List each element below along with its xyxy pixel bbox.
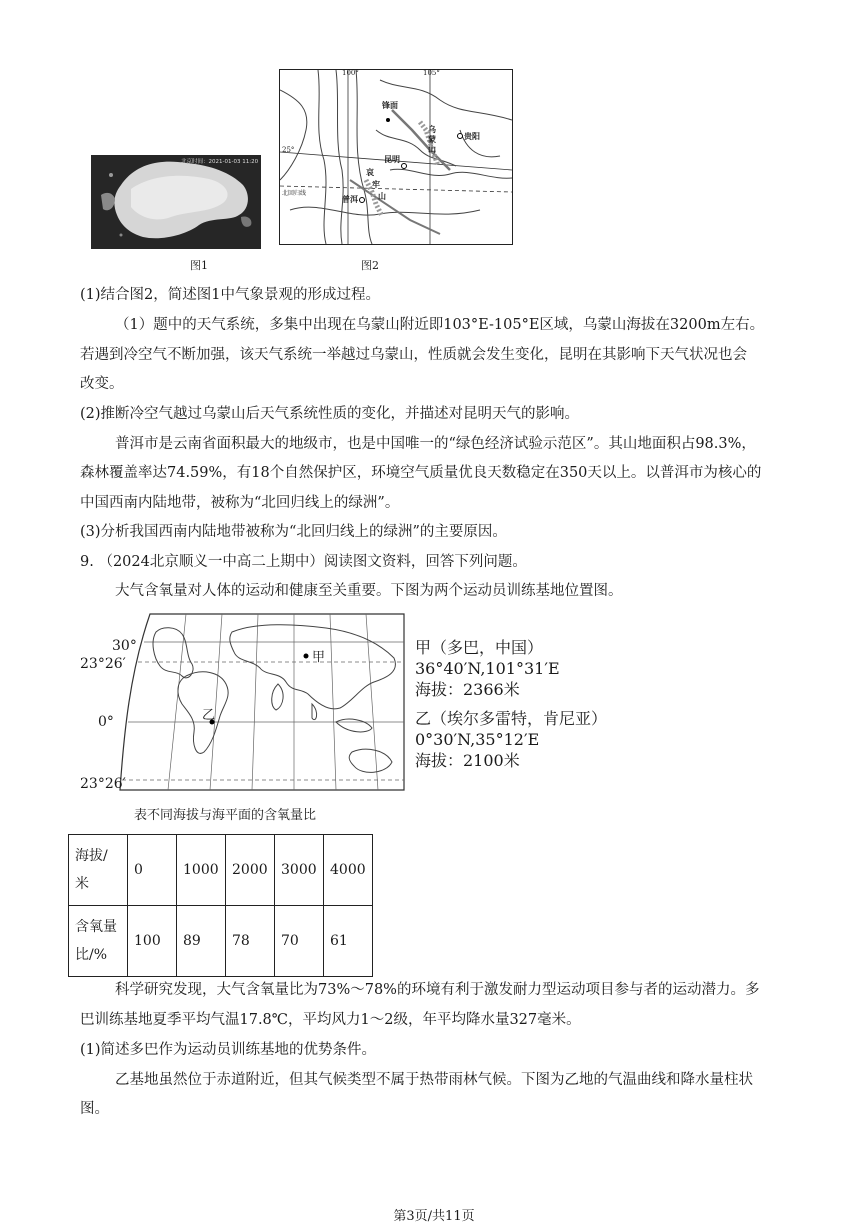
row-header-altitude: 海拔/ 米 (69, 835, 128, 906)
q9-para-line2: 巴训练基地夏季平均气温17.8℃，平均风力1～2级，年平均降水量327毫米。 (80, 1012, 581, 1028)
q8-para1-line2: 若遇到冷空气不断加强，该天气系统一举越过乌蒙山，性质就会发生变化，昆明在其影响下天气状况也会 (80, 347, 747, 363)
training-base-map (116, 612, 406, 792)
lat-label-30: 30° (112, 638, 137, 654)
table-cell: 61 (324, 906, 373, 977)
q8-para1-line3: 改变。 (80, 376, 124, 392)
q9-para3-line2: 图。 (80, 1101, 109, 1117)
place-guiyang: 贵阳 (464, 131, 480, 141)
table-cell: 1000 (177, 835, 226, 906)
lat-label-2326n: 23°26′ (80, 656, 126, 672)
jia-name: 甲（多巴，中国） (415, 638, 544, 657)
tropic-label: 北回归线 (282, 190, 307, 197)
figure2-caption: 图2 (361, 259, 379, 272)
table-cell: 3000 (275, 835, 324, 906)
table-caption: 表不同海拔与海平面的含氧量比 (134, 808, 317, 823)
q9-header: 9. （2024北京顺义一中高二上期中）阅读图文资料，回答下列问题。 (80, 554, 527, 570)
point-jia-label: 甲 (312, 650, 326, 665)
q8-para2-line2: 森林覆盖率达74.59%，有18个自然保护区，环境空气质量优良天数稳定在350天以上。以普洱市为核心的 (80, 465, 762, 481)
table-row (69, 906, 373, 977)
q8-sub2: (2)推断冷空气越过乌蒙山后天气系统性质的变化，并描述对昆明天气的影响。 (80, 406, 580, 422)
satellite-cloud-image (91, 155, 261, 249)
place-kunming: 昆明 (384, 154, 400, 164)
table-cell: 4000 (324, 835, 373, 906)
q8-sub1: (1)结合图2，简述图1中气象景观的形成过程。 (80, 287, 380, 303)
regional-map (279, 69, 513, 245)
figure1-caption: 图1 (190, 259, 208, 272)
q8-sub3: (3)分析我国西南内陆地带被称为“北回归线上的绿洲”的主要原因。 (80, 524, 507, 540)
row-header-oxygen: 含氧量 比/% (69, 906, 128, 977)
point-yi-label: 乙 (202, 708, 216, 723)
q8-para2-line3: 中国西南内陆地带，被称为“北回归线上的绿洲”。 (80, 495, 400, 511)
oxygen-table (68, 834, 373, 977)
table-cell: 0 (128, 835, 177, 906)
lon-label-100: 100° (342, 69, 359, 77)
lat-label-25: 25° (282, 146, 295, 154)
lat-label-2326s: 23°26′ (80, 776, 126, 792)
q9-para3-line1: 乙基地虽然位于赤道附近，但其气候类型不属于热带雨林气候。下图为乙地的气温曲线和降水量柱状 (115, 1072, 753, 1088)
table-cell: 2000 (226, 835, 275, 906)
place-fengmian: 锋面 (382, 100, 398, 110)
q9-sub1: (1)简述多巴作为运动员训练基地的优势条件。 (80, 1042, 377, 1058)
yi-altitude: 海拔：2100米 (415, 751, 520, 770)
page-number: 第3页/共11页 (393, 1209, 475, 1224)
jia-altitude: 海拔：2366米 (415, 680, 520, 699)
lat-label-0: 0° (98, 714, 114, 730)
q9-para-line1: 科学研究发现，大气含氧量比为73%～78%的环境有利于激发耐力型运动项目参与者的运动潜力。多 (115, 982, 760, 998)
image-timestamp: 北京时间：2021-01-03 11:20 (181, 159, 259, 165)
q8-para2-line1: 普洱市是云南省面积最大的地级市，也是中国唯一的“绿色经济试验示范区”。其山地面积占98.3%， (115, 436, 756, 452)
table-cell: 89 (177, 906, 226, 977)
yi-coords: 0°30′N,35°12′E (415, 730, 540, 749)
lon-label-105: 105° (423, 69, 440, 77)
table-row (69, 835, 373, 906)
table-cell: 100 (128, 906, 177, 977)
yi-name: 乙（埃尔多雷特，肯尼亚） (415, 709, 608, 728)
table-cell: 70 (275, 906, 324, 977)
place-puer: 普洱 (342, 194, 358, 204)
mountain-wumeng-label: 乌 蒙 山 (428, 124, 436, 154)
jia-coords: 36°40′N,101°31′E (415, 659, 560, 678)
q8-para1-line1: （1）题中的天气系统，多集中出现在乌蒙山附近即103°E-105°E区域，乌蒙山海拔在3200m左右。 (115, 317, 765, 333)
table-cell: 78 (226, 906, 275, 977)
mountain-ailao-label: 哀 牢 山 (366, 167, 386, 201)
q9-intro: 大气含氧量对人体的运动和健康至关重要。下图为两个运动员训练基地位置图。 (115, 583, 623, 599)
